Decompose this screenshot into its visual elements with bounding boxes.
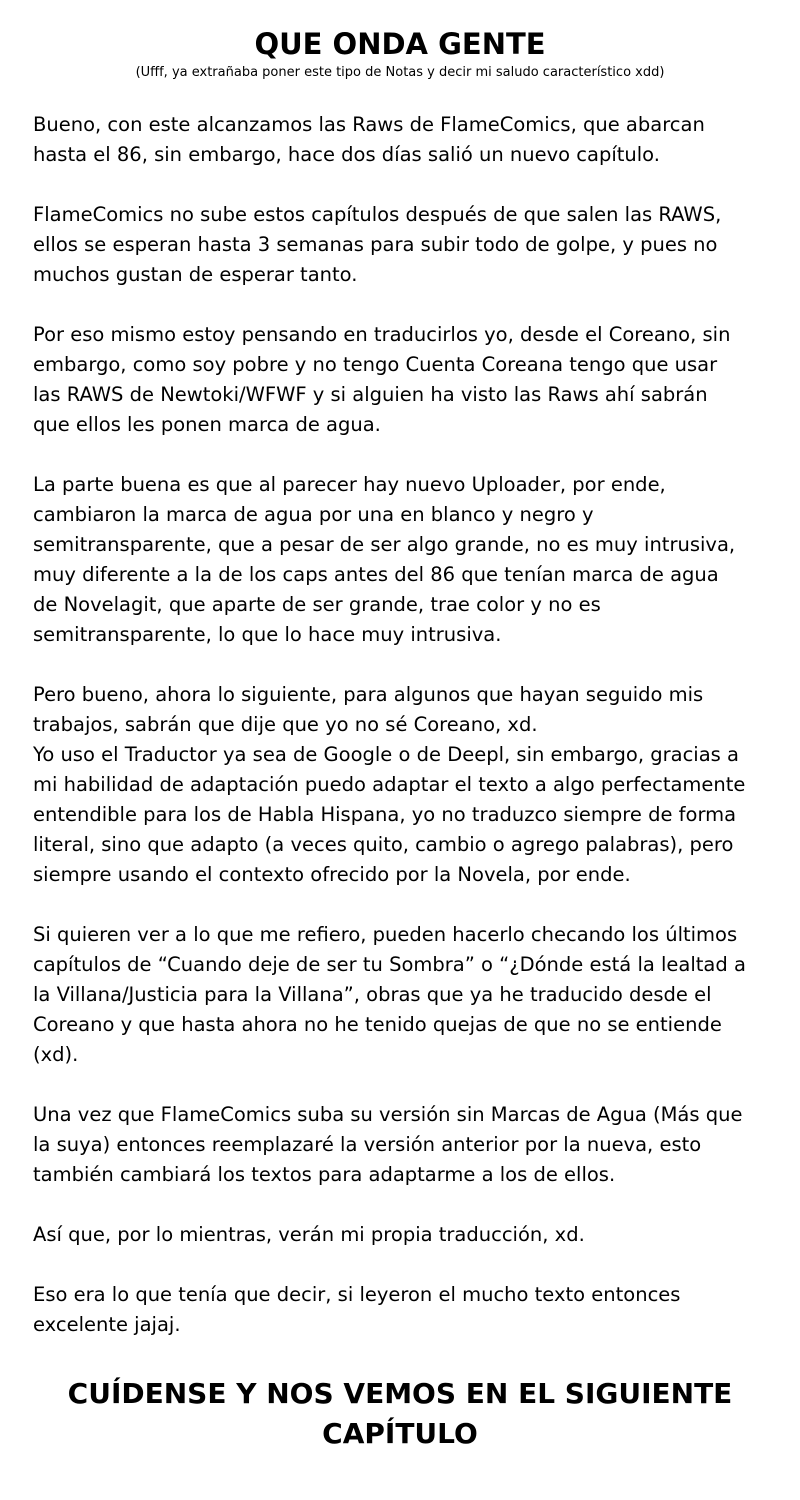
text-line: que ellos les ponen marca de agua. [33, 413, 381, 436]
text-line: (xd). [33, 1043, 79, 1066]
paragraph-4 [33, 470, 783, 650]
text-line: siempre usando el contexto ofrecido por la Novela, por ende. [33, 863, 631, 886]
page-title: QUE ONDA GENTE [254, 27, 546, 61]
text-line: Así que, por lo mientras, verán mi propia traducción, xd. [33, 1223, 585, 1246]
text-line: semitransparente, que a pesar de ser algo grande, no es muy intrusiva, [33, 533, 736, 556]
paragraph-3 [33, 320, 783, 440]
text-line: de Novelagit, que aparte de ser grande, trae color y no es [33, 593, 601, 616]
text-line: Pero bueno, ahora lo siguiente, para algunos que hayan seguido mis [33, 683, 704, 706]
paragraph-5 [33, 680, 783, 890]
text-line: cambiaron la marca de agua por una en blanco y negro y [33, 503, 594, 526]
text-line: embargo, como soy pobre y no tengo Cuenta Coreana tengo que usar [33, 353, 718, 376]
text-line: Bueno, con este alcanzamos las Raws de FlameComics, que abarcan [33, 113, 705, 136]
text-line: literal, sino que adapto (a veces quito, cambio o agrego palabras), pero [33, 833, 734, 856]
closing-line: CUÍDENSE Y NOS VEMOS EN EL SIGUIENTE [67, 1377, 733, 1410]
text-line: Coreano y que hasta ahora no he tenido quejas de que no se entiende [33, 1013, 722, 1036]
text-line: las RAWS de Newtoki/WFWF y si alguien ha visto las Raws ahí sabrán [33, 383, 708, 406]
paragraph-1 [33, 110, 783, 170]
text-line: mi habilidad de adaptación puedo adaptar el texto a algo perfectamente [33, 773, 746, 796]
text-line: muchos gustan de esperar tanto. [33, 263, 358, 286]
paragraph-2 [33, 200, 783, 290]
text-line: trabajos, sabrán que dije que yo no sé Coreano, xd. [33, 713, 538, 736]
text-line: capítulos de “Cuando deje de ser tu Sombra” o “¿Dónde está la lealtad a [33, 953, 746, 976]
text-line: muy diferente a la de los caps antes del 86 que tenían marca de agua [33, 563, 719, 586]
text-line: la suya) entonces reemplazaré la versión anterior por la nueva, esto [33, 1133, 702, 1156]
text-line: FlameComics no sube estos capítulos después de que salen las RAWS, [33, 203, 722, 226]
text-line: Eso era lo que tenía que decir, si leyeron el mucho texto entonces [33, 1283, 681, 1306]
page-subtitle: (Ufff, ya extrañaba poner este tipo de Notas y decir mi saludo característico xdd) [135, 65, 665, 80]
text-line: semitransparente, lo que lo hace muy intrusiva. [33, 623, 502, 646]
text-line: Si quieren ver a lo que me refiero, pueden hacerlo checando los últimos [33, 923, 738, 946]
text-line: la Villana/Justicia para la Villana”, obras que ya he traducido desde el [33, 983, 712, 1006]
text-line: Por eso mismo estoy pensando en traducirlos yo, desde el Coreano, sin [33, 323, 731, 346]
text-line: hasta el 86, sin embargo, hace dos días salió un nuevo capítulo. [33, 143, 660, 166]
text-line: entendible para los de Habla Hispana, yo no traduzco siempre de forma [33, 803, 737, 826]
text-line: Yo uso el Traductor ya sea de Google o de Deepl, sin embargo, gracias a [33, 743, 739, 766]
text-line: Una vez que FlameComics suba su versión sin Marcas de Agua (Más que [33, 1103, 743, 1126]
paragraph-9 [33, 1280, 783, 1340]
text-line: también cambiará los textos para adaptarme a los de ellos. [33, 1163, 616, 1186]
text-line: La parte buena es que al parecer hay nuevo Uploader, por ende, [33, 473, 666, 496]
closing-message [0, 1374, 800, 1454]
paragraph-6 [33, 920, 783, 1070]
text-line: ellos se esperan hasta 3 semanas para subir todo de golpe, y pues no [33, 233, 718, 256]
note-body [33, 110, 783, 1370]
closing-line: CAPÍTULO [322, 1417, 478, 1450]
paragraph-8 [33, 1220, 783, 1250]
paragraph-7 [33, 1100, 783, 1190]
text-line: excelente jajaj. [33, 1313, 181, 1336]
